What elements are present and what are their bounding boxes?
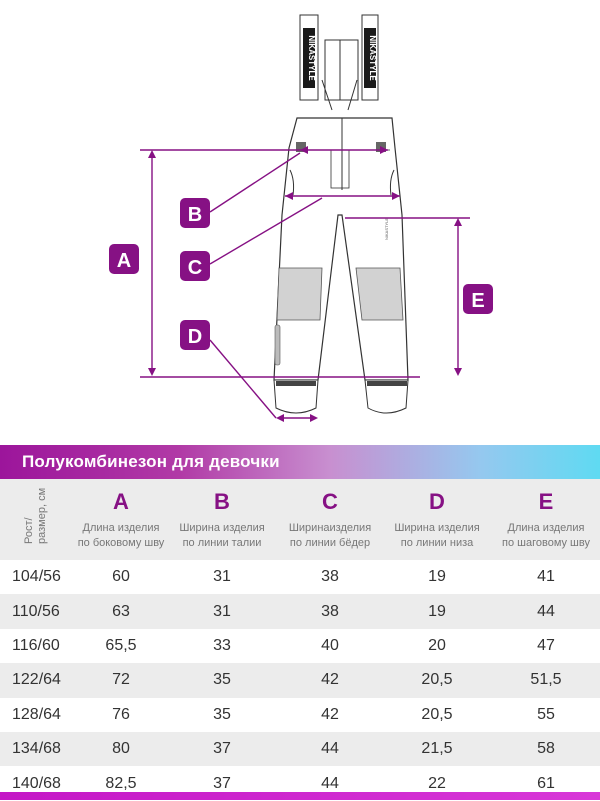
value-cell-e: 44 bbox=[537, 602, 555, 620]
size-cell: 122/64 bbox=[12, 671, 61, 689]
col-d-letter: D bbox=[429, 488, 445, 514]
col-e-line1: Длина изделия bbox=[507, 521, 585, 534]
size-cell: 140/68 bbox=[12, 774, 61, 792]
table-row bbox=[0, 698, 600, 732]
value-cell-d: 22 bbox=[428, 774, 446, 792]
value-cell-b: 31 bbox=[213, 568, 231, 586]
badge-e-text: E bbox=[471, 290, 485, 312]
col-b-line2: по линии талии bbox=[182, 536, 262, 549]
value-cell-e: 51,5 bbox=[530, 671, 562, 689]
leg-brand-text: NIKASTYLE bbox=[384, 217, 389, 240]
value-cell-d: 20 bbox=[428, 636, 446, 654]
size-table-body bbox=[0, 560, 600, 801]
value-cell-d: 20,5 bbox=[421, 671, 453, 689]
value-cell-a: 60 bbox=[112, 568, 130, 586]
size-cell: 128/64 bbox=[12, 705, 61, 723]
value-cell-a: 80 bbox=[112, 740, 130, 758]
rost-header bbox=[0, 479, 76, 560]
badge-d-text: D bbox=[187, 326, 203, 348]
col-c-header bbox=[278, 479, 382, 560]
title-banner bbox=[0, 445, 600, 479]
size-table bbox=[0, 479, 600, 560]
col-b-letter: B bbox=[214, 488, 230, 514]
value-cell-c: 40 bbox=[321, 636, 339, 654]
value-cell-d: 20,5 bbox=[421, 705, 453, 723]
value-cell-e: 47 bbox=[537, 636, 555, 654]
badge-a-text: A bbox=[116, 250, 132, 272]
table-header bbox=[0, 479, 600, 560]
col-c-line2: по линии бёдер bbox=[289, 536, 371, 549]
table-row bbox=[0, 560, 600, 594]
size-cell: 116/60 bbox=[12, 636, 60, 654]
value-cell-b: 31 bbox=[213, 602, 231, 620]
product-title: Полукомбинезон для девочки bbox=[22, 452, 280, 471]
table-row bbox=[0, 629, 600, 663]
value-cell-d: 19 bbox=[428, 568, 446, 586]
rost-label-line1: Рост/ bbox=[23, 517, 35, 544]
value-cell-d: 21,5 bbox=[421, 740, 453, 758]
col-e-letter: E bbox=[538, 488, 554, 514]
value-cell-e: 61 bbox=[537, 774, 555, 792]
value-cell-c: 44 bbox=[321, 774, 339, 792]
value-cell-b: 35 bbox=[213, 705, 231, 723]
value-cell-a: 63 bbox=[112, 602, 130, 620]
col-a-line1: Длина изделия bbox=[82, 521, 160, 534]
rost-label-line2: размер, см bbox=[36, 487, 48, 544]
value-cell-c: 44 bbox=[321, 740, 339, 758]
col-a-line2: по боковому шву bbox=[77, 536, 165, 549]
value-cell-b: 33 bbox=[213, 636, 231, 654]
col-d-line2: по линии низа bbox=[400, 536, 474, 549]
col-d-header bbox=[382, 479, 492, 560]
value-cell-b: 37 bbox=[213, 740, 231, 758]
col-b-header bbox=[166, 479, 278, 560]
rost-label bbox=[23, 488, 49, 544]
value-cell-e: 41 bbox=[537, 568, 555, 586]
table-row bbox=[0, 594, 600, 628]
value-cell-a: 72 bbox=[112, 671, 130, 689]
col-e-line2: по шаговому шву bbox=[502, 536, 590, 549]
value-cell-e: 55 bbox=[537, 705, 555, 723]
col-a-header bbox=[76, 479, 166, 560]
table-row bbox=[0, 732, 600, 766]
suspenders bbox=[300, 15, 378, 110]
size-cell: 104/56 bbox=[12, 568, 61, 586]
col-e-header bbox=[492, 479, 600, 560]
col-c-line1: Ширинаизделия bbox=[288, 521, 372, 534]
value-cell-a: 65,5 bbox=[105, 636, 137, 654]
value-cell-c: 42 bbox=[321, 671, 339, 689]
col-c-letter: C bbox=[322, 488, 338, 514]
strap-right-text: NIKASTYLE bbox=[368, 35, 377, 81]
value-cell-c: 38 bbox=[321, 602, 339, 620]
value-cell-c: 38 bbox=[321, 568, 339, 586]
badge-c-text: C bbox=[187, 257, 203, 279]
table-row bbox=[0, 663, 600, 697]
value-cell-b: 37 bbox=[213, 774, 231, 792]
value-cell-a: 76 bbox=[112, 705, 130, 723]
size-cell: 110/56 bbox=[12, 602, 60, 620]
value-cell-d: 19 bbox=[428, 602, 446, 620]
value-cell-e: 58 bbox=[537, 740, 555, 758]
bottom-accent-bar bbox=[0, 792, 600, 800]
badge-b-text: B bbox=[187, 204, 203, 226]
trousers bbox=[274, 118, 408, 413]
value-cell-c: 42 bbox=[321, 705, 339, 723]
col-a-letter: A bbox=[113, 488, 129, 514]
value-cell-b: 35 bbox=[213, 671, 231, 689]
size-cell: 134/68 bbox=[12, 740, 61, 758]
col-b-line1: Ширина изделия bbox=[179, 521, 265, 534]
value-cell-a: 82,5 bbox=[105, 774, 137, 792]
col-d-line1: Ширина изделия bbox=[394, 521, 480, 534]
strap-left-text: NIKASTYLE bbox=[307, 35, 316, 81]
